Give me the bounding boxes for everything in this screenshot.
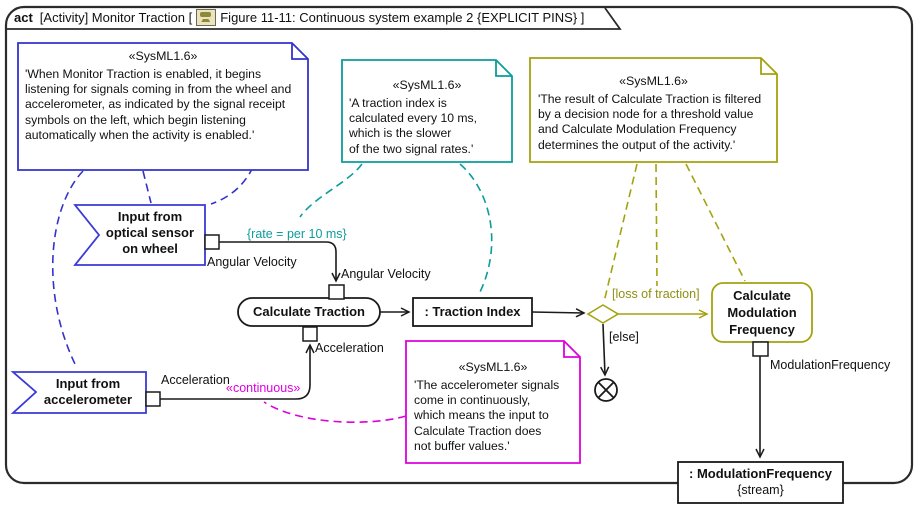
signal-receipt-accelerometer-label: Input from accelerometer (43, 376, 133, 407)
note-enable-body: 'When Monitor Traction is enabled, it begins listening for signals coming in from the wheel and accelerometer, as indicated by the signal receipt symbols on the left, which begin listening automatically when the activity is enabled.' (25, 66, 292, 143)
object-node-traction-index-label: : Traction Index (424, 304, 521, 319)
flow-index-to-decision (532, 312, 584, 313)
modulation-frequency-pin-label: ModulationFrequency (770, 358, 891, 372)
note-continuous (408, 360, 578, 455)
signal-receipt-wheel-label: Input from optical sensor on wheel (105, 209, 195, 256)
acceleration-label-2: Acceleration (161, 373, 230, 387)
action-calc-modulation-frequency-label: Calculate Modulation Frequency (727, 288, 797, 337)
pin-ct-angular-velocity (329, 285, 344, 299)
rate-constraint-label: {rate = per 10 ms} (247, 227, 347, 241)
action-calculate-traction-label: Calculate Traction (253, 304, 365, 319)
note-enable (20, 49, 306, 144)
note-decision-body: 'The result of Calculate Traction is filtered by a decision node for a threshold value and Calculate Modulation Frequency determines the output of the activity.' (538, 91, 762, 152)
note-decision (532, 74, 775, 153)
else-guard-label: [else] (609, 330, 639, 344)
parameter-node-constraint: {stream} (737, 483, 784, 497)
continuous-stereotype-label: «continuous» (226, 381, 301, 395)
frame-keyword: act (14, 10, 33, 25)
acceleration-label-1: Acceleration (315, 341, 384, 355)
frame-header-text: [Activity] Monitor Traction [ (39, 10, 193, 25)
frame-diagram-label: Figure 11-11: Continuous system example 2 {EXPLICIT PINS} ] (220, 10, 585, 25)
pin-cmf-out (753, 342, 768, 356)
note-continuous-body: 'The accelerometer signals come in continuously, which means the input to Calculate Traction does not buffer values.' (414, 377, 560, 454)
pin-wheel-out (205, 235, 219, 249)
note-anchor-magenta (264, 402, 406, 422)
note-rate-body: 'A traction index is calculated every 10 ms, which is the slower of the two signal rates.' (349, 95, 478, 156)
parameter-node-name: : ModulationFrequency (689, 466, 832, 481)
angular-velocity-label-2: Angular Velocity (341, 267, 431, 281)
flow-final-node (595, 379, 617, 401)
pin-ct-acceleration (303, 327, 317, 341)
note-enable-stereotype: «SysML1.6» (128, 49, 198, 63)
diagram-icon (196, 9, 216, 26)
note-rate (344, 78, 510, 157)
decision-node (588, 305, 618, 323)
frame-title (14, 9, 584, 26)
angular-velocity-label-1: Angular Velocity (207, 255, 297, 269)
note-decision-stereotype: «SysML1.6» (619, 74, 688, 88)
note-anchor-olive (604, 164, 745, 302)
note-continuous-stereotype: «SysML1.6» (458, 360, 528, 374)
note-rate-stereotype: «SysML1.6» (392, 78, 462, 92)
pin-accel-out (146, 392, 160, 406)
loss-of-traction-guard-label: [loss of traction] (612, 287, 700, 301)
flow-else (603, 324, 605, 375)
